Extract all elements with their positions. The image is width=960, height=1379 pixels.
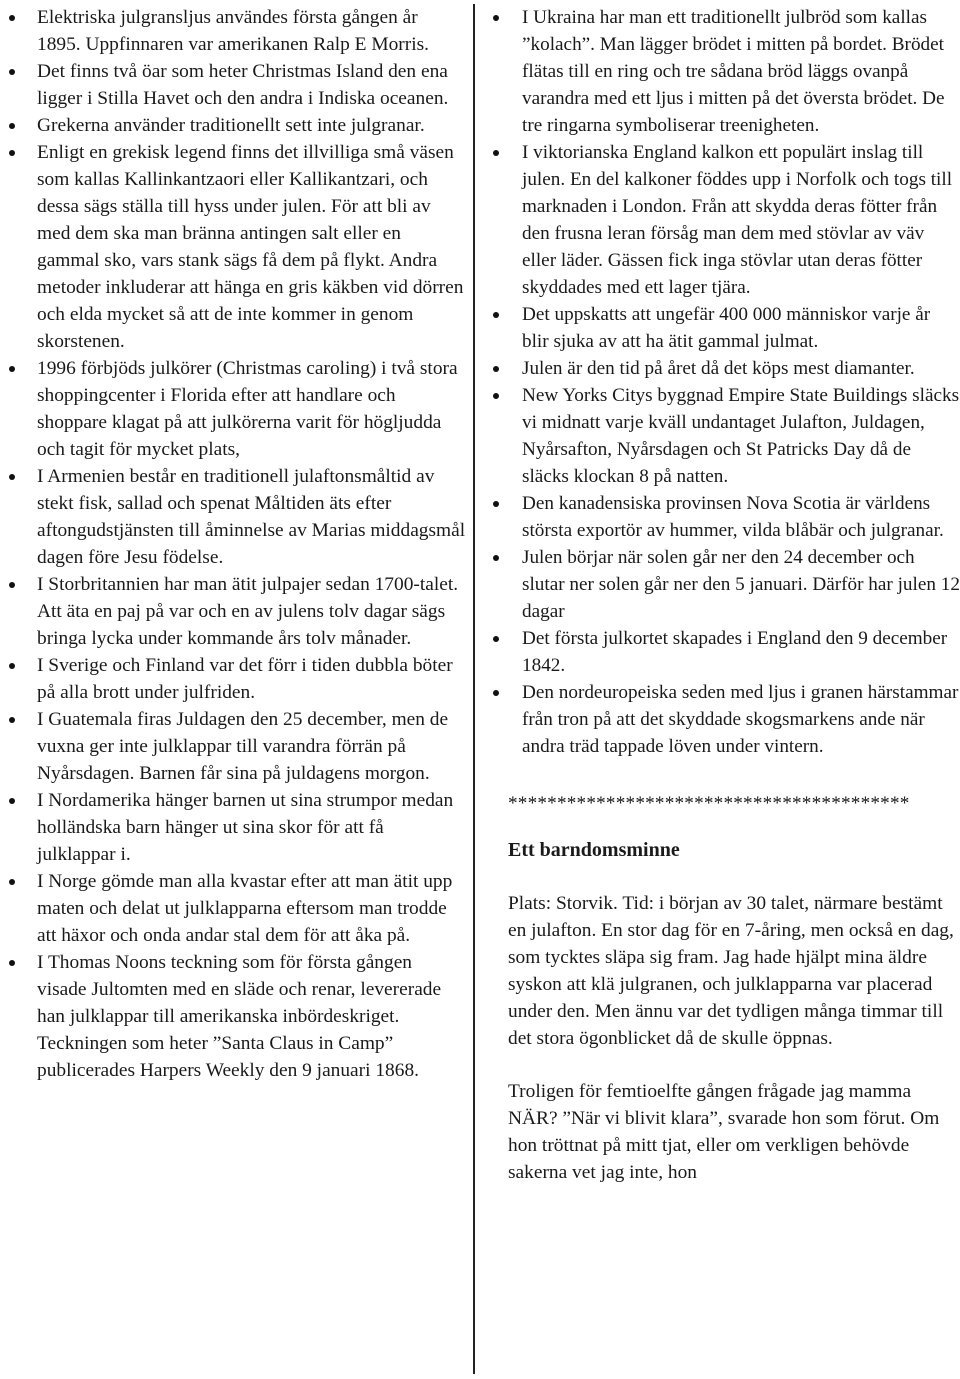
- list-item: [484, 679, 960, 760]
- bullet-icon: [493, 636, 499, 642]
- list-item-text: Enligt en grekisk legend finns det illvilliga små väsen som kallas Kallinkantzaori eller Kallikantzari, och dessa sägs ställa till hyss under julen. För att bli av med dem ska man bränna antingen salt eller en gammal sko, vars stank sägs få dem på flykt. Andra metoder inkluderar att hänga en gris käkben vid dörren och elda mycket så att de inte kommer in genom skorstenen.: [37, 142, 464, 352]
- list-item-text: I Thomas Noons teckning som för första gången visade Jultomten med en släde och renar, levererade han julklappar till amerikanska inbördeskriget. Teckningen som heter ”Santa Claus in Camp” publicerades Harpers Weekly den 9 januari 1868.: [37, 952, 442, 1081]
- list-item: [0, 652, 466, 706]
- list-item: [484, 4, 960, 139]
- story-paragraph: Troligen för femtioelfte gången frågade jag mamma NÄR? ”När vi blivit klara”, svarade hon som förut. Om hon tröttnat på mitt tjat, eller om verkligen behövde sakerna vet jag inte, hon: [508, 1081, 940, 1183]
- bullet-icon: [9, 15, 15, 21]
- list-item: [0, 787, 466, 868]
- list-item-text: I Nordamerika hänger barnen ut sina strumpor medan holländska barn hänger ut sina skor för att få julklappar i.: [37, 790, 454, 865]
- bullet-icon: [493, 501, 499, 507]
- list-item: [0, 58, 466, 112]
- bullet-icon: [493, 150, 499, 156]
- bullet-icon: [9, 69, 15, 75]
- list-item-text: I Storbritannien har man ätit julpajer sedan 1700-talet. Att äta en paj på var och en av julens tolv dagar sägs bringa lycka under kommande års tolv månader.: [37, 574, 459, 649]
- list-item: [0, 706, 466, 787]
- list-item-text: Julen är den tid på året då det köps mest diamanter.: [522, 358, 915, 379]
- list-item-text: Det första julkortet skapades i England den 9 december 1842.: [522, 628, 948, 676]
- right-bullet-list: [484, 4, 960, 760]
- bullet-icon: [9, 366, 15, 372]
- bullet-icon: [493, 15, 499, 21]
- bullet-icon: [493, 393, 499, 399]
- story-title: Ett barndomsminne: [508, 839, 680, 861]
- list-item: [484, 382, 960, 490]
- list-item: [484, 625, 960, 679]
- bullet-icon: [9, 717, 15, 723]
- bullet-icon: [9, 960, 15, 966]
- list-item: [0, 949, 466, 1084]
- list-item-text: Grekerna använder traditionellt sett inte julgranar.: [37, 115, 425, 136]
- list-item: [484, 490, 960, 544]
- list-item-text: Den kanadensiska provinsen Nova Scotia är världens största exportör av hummer, vilda blåbär och julgranar.: [522, 493, 944, 541]
- list-item: [484, 301, 960, 355]
- bullet-icon: [493, 366, 499, 372]
- section-separator: *****************************************: [508, 793, 910, 814]
- list-item-text: Det finns två öar som heter Christmas Island den ena ligger i Stilla Havet och den andra i Indiska oceanen.: [37, 61, 449, 109]
- list-item-text: 1996 förbjöds julkörer (Christmas caroling) i två stora shoppingcenter i Florida efter att handlare och shoppare klagat på att julkörerna varit för högljudda och tagit för mycket plats,: [37, 358, 458, 460]
- bullet-icon: [9, 123, 15, 129]
- list-item-text: I Guatemala firas Juldagen den 25 december, men de vuxna ger inte julklappar till varandra förrän på Nyårsdagen. Barnen får sina på juldagens morgon.: [37, 709, 449, 784]
- list-item-text: I Ukraina har man ett traditionellt julbröd som kallas ”kolach”. Man lägger brödet i mitten på bordet. Brödet flätas till en ring och tre sådana bröd läggs ovanpå varandra med ett ljus i mitten på det översta brödet. De tre ringarna symboliserar treenigheten.: [522, 7, 945, 136]
- list-item: [484, 544, 960, 625]
- bullet-icon: [9, 582, 15, 588]
- list-item-text: I Sverige och Finland var det förr i tiden dubbla böter på alla brott under julfriden.: [37, 655, 453, 703]
- list-item-text: Elektriska julgransljus användes första gången år 1895. Uppfinnaren var amerikanen Ralp E Morris.: [37, 7, 430, 55]
- bullet-icon: [493, 690, 499, 696]
- bullet-icon: [9, 663, 15, 669]
- list-item-text: New Yorks Citys byggnad Empire State Buildings släcks vi midnatt varje kväll undantaget Julafton, Juldagen, Nyårsafton, Nyårsdagen och St Patricks Day då de släcks klockan 8 på natten.: [522, 385, 960, 487]
- list-item: [0, 571, 466, 652]
- left-column: [0, 4, 466, 1084]
- list-item: [0, 4, 466, 58]
- left-bullet-list: [0, 4, 466, 1084]
- bullet-icon: [9, 798, 15, 804]
- list-item: [484, 139, 960, 301]
- bullet-icon: [9, 474, 15, 480]
- bullet-icon: [493, 312, 499, 318]
- list-item-text: I viktorianska England kalkon ett populärt inslag till julen. En del kalkoner föddes upp i Norfolk och togs till marknaden i London. Från att skydda deras fötter från den frusna leran försåg man dem med stövlar av väv eller läder. Gässen fick inga stövlar utan deras fötter skyddades med ett lager tjära.: [522, 142, 953, 298]
- list-item-text: I Norge gömde man alla kvastar efter att man ätit upp maten och delat ut julklapparna eftersom man trodde att häxor och onda andar stal dem för att åka på.: [37, 871, 453, 946]
- right-column: [484, 4, 960, 1186]
- list-item: [0, 868, 466, 949]
- story-paragraph: Plats: Storvik. Tid: i början av 30 talet, närmare bestämt en julafton. En stor dag för en 7-åring, men också en dag, som tycktes släpa sig fram. Jag hade hjälpt mina äldre syskon att klä julgranen, och julklapparna var placerad under den. Men ännu var det tydligen många timmar till det stora ögonblicket då de skulle öppnas.: [508, 893, 954, 1049]
- list-item: [0, 463, 466, 571]
- list-item-text: Julen börjar när solen går ner den 24 december och slutar ner solen går ner den 5 januari. Därför har julen 12 dagar: [522, 547, 960, 622]
- list-item-text: Den nordeuropeiska seden med ljus i granen härstammar från tron på att det skyddade skogsmarkens ande när andra träd tappade löven under vintern.: [522, 682, 959, 757]
- list-item-text: Det uppskatts att ungefär 400 000 människor varje år blir sjuka av att ha ätit gammal julmat.: [522, 304, 931, 352]
- bullet-icon: [9, 879, 15, 885]
- list-item: [0, 139, 466, 355]
- list-item-text: I Armenien består en traditionell julaftonsmåltid av stekt fisk, sallad och spenat Måltiden äts efter aftongudstjänsten till åminnelse av Marias middagsmål dagen före Jesu födelse.: [37, 466, 466, 568]
- bullet-icon: [493, 555, 499, 561]
- list-item: [484, 355, 960, 382]
- list-item: [0, 112, 466, 139]
- list-item: [0, 355, 466, 463]
- column-divider: [473, 4, 475, 1374]
- bullet-icon: [9, 150, 15, 156]
